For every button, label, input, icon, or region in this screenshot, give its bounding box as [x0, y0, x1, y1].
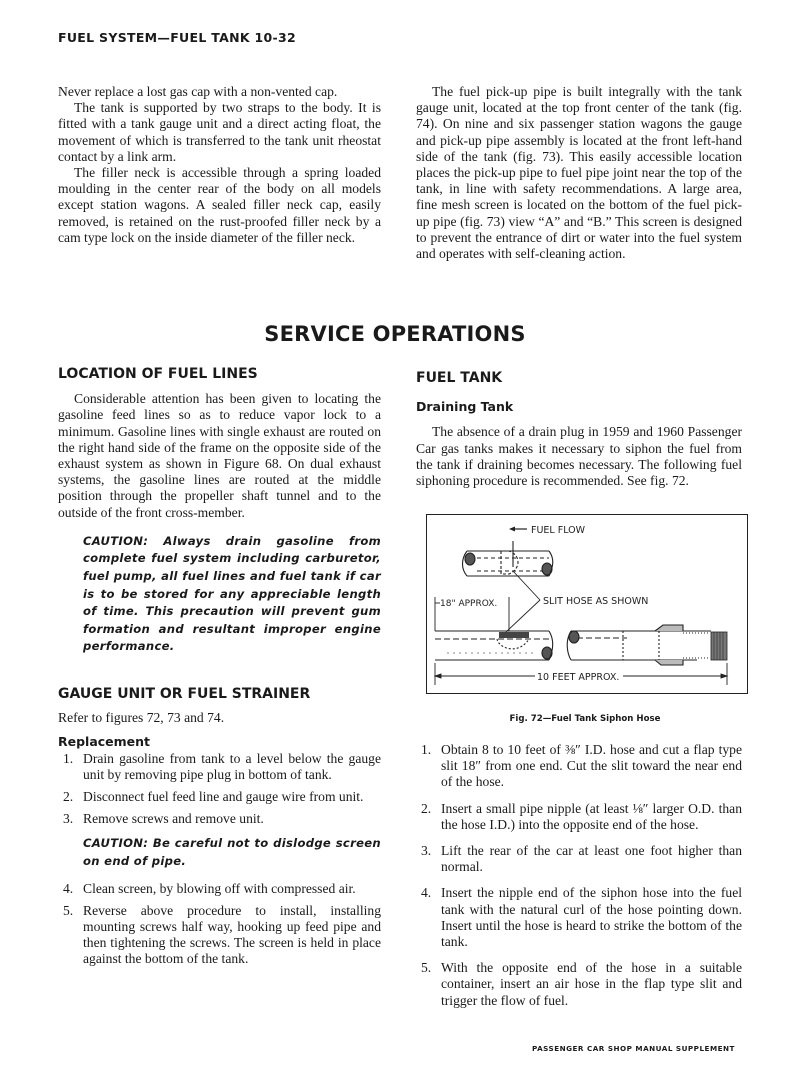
upper-hose-segment — [463, 541, 553, 576]
step-item — [416, 843, 742, 875]
body-paragraph: The absence of a drain plug in 1959 and 1960 Passenger Car gas tanks makes it necessary to siphon the fuel from the tank if draining becomes necessary. The following fuel siphoning procedure is recommended. See fig. 72. — [416, 424, 742, 489]
step-item — [416, 885, 742, 950]
intro-paragraph: The tank is supported by two straps to the body. It is fitted with a tank gauge unit and a direct acting float, the movement of which is transferred to the tank unit rheostat contact by a link arm. — [58, 100, 381, 164]
subsection-heading: Replacement — [58, 734, 151, 750]
step-number: 1. — [63, 750, 74, 766]
step-item — [58, 903, 381, 968]
figure-caption: Fig. 72—Fuel Tank Siphon Hose — [509, 714, 661, 724]
step-item — [416, 801, 742, 833]
fuel-flow-label: FUEL FLOW — [531, 525, 586, 536]
caution-text: Always drain gasoline from complete fuel system including carburetor, fuel pump, all fuel lines and fuel tank if car is to be stored for any appreciable length of time. This precaution will prevent gum formation and resultant improper engine performance. — [83, 533, 382, 654]
step-text: Obtain 8 to 10 feet of ⅜″ I.D. hose and cut a flap type slit 18″ from one end. Cut the slit toward the near end of the hose. — [441, 742, 742, 790]
step-number: 3. — [63, 811, 74, 827]
caution-text: Be careful not to dislodge screen on end of pipe. — [83, 836, 381, 869]
section-heading: FUEL TANK — [416, 370, 503, 386]
step-number: 3. — [421, 843, 432, 859]
step-text: Drain gasoline from tank to a level below the gauge unit by removing pipe plug in bottom of tank. — [83, 750, 381, 782]
step-text: Insert the nipple end of the siphon hose into the fuel tank with the natural curl of the hose pointing down. Insert until the hose is heard to strike the bottom of the tank. — [441, 885, 742, 950]
fuel-flow-arrow-icon — [509, 527, 527, 532]
refer-text: Refer to figures 72, 73 and 74. — [58, 710, 225, 726]
step-text: With the opposite end of the hose in a suitable container, insert an air hose in the flap type slit and trigger the flow of fuel. — [441, 960, 742, 1008]
intro-right-column — [416, 84, 742, 262]
step-number: 2. — [421, 800, 432, 816]
step-number: 5. — [63, 902, 74, 918]
intro-left-column — [58, 84, 381, 246]
step-text: Clean screen, by blowing off with compressed air. — [83, 880, 356, 896]
lower-left-hose-segment — [435, 631, 553, 660]
step-text: Remove screws and remove unit. — [83, 811, 264, 827]
location-fuel-lines-section — [58, 366, 381, 656]
gauge-unit-section — [58, 686, 381, 968]
caution-note — [58, 533, 381, 656]
slit-hose-label: SLIT HOSE AS SHOWN — [543, 596, 649, 607]
replacement-steps-continued — [58, 881, 381, 968]
step-number: 4. — [421, 885, 432, 901]
pipe-nipple-thread-icon — [711, 632, 727, 660]
lower-right-hose-segment — [567, 625, 711, 665]
step-number: 2. — [63, 789, 74, 805]
section-heading: LOCATION OF FUEL LINES — [58, 366, 258, 382]
siphon-steps-section — [416, 742, 742, 1009]
slit-leader-lines — [506, 571, 540, 632]
section-title: SERVICE OPERATIONS — [264, 322, 526, 346]
approx-10ft-label: 10 FEET APPROX. — [537, 672, 620, 683]
step-text: Reverse above procedure to install, installing mounting screws half way, hooking up feed pipe and then tightening the screws. The screen is held in place against the bottom of the tank. — [83, 902, 381, 967]
step-number: 4. — [63, 880, 74, 896]
step-text: Lift the rear of the car at least one foot higher than normal. — [441, 843, 742, 875]
replacement-steps — [58, 751, 381, 828]
siphon-hose-diagram — [427, 515, 747, 693]
caution-note — [58, 835, 381, 870]
step-item — [58, 881, 381, 897]
subsection-heading: Draining Tank — [416, 399, 514, 415]
section-heading: GAUGE UNIT OR FUEL STRAINER — [58, 686, 311, 702]
intro-paragraph: Never replace a lost gas cap with a non-vented cap. — [58, 84, 338, 99]
step-item — [58, 789, 381, 805]
intro-paragraph: The filler neck is accessible through a spring loaded moulding in the center rear of the body on all models except station wagons. A sealed filler neck cap, easily removed, is retained on the rust-proofed filler neck by a cam type lock on the inside diameter of the filler neck. — [58, 165, 381, 245]
approx-18-label: 18" APPROX. — [440, 599, 498, 609]
step-item — [58, 751, 381, 783]
step-number: 5. — [421, 960, 432, 976]
page-footer: PASSENGER CAR SHOP MANUAL SUPPLEMENT — [532, 1044, 735, 1053]
step-item — [58, 811, 381, 827]
siphon-steps — [416, 742, 742, 1009]
step-text: Insert a small pipe nipple (at least ⅛″ larger O.D. than the hose I.D.) into the opposite end of the hose. — [441, 800, 742, 832]
step-number: 1. — [421, 742, 432, 757]
step-text: Disconnect fuel feed line and gauge wire from unit. — [83, 789, 364, 805]
body-paragraph: Considerable attention has been given to locating the gasoline feed lines so as to reduce vapor lock to a minimum. Gasoline lines with single exhaust are routed on the right hand side of the frame on the opposite side of the exhaust system as shown in Figure 68. On dual exhaust systems, the gasoline lines are routed at the middle position through the propeller shaft tunnel and to the outside of the front cross-member. — [58, 391, 381, 520]
fuel-tank-section — [416, 370, 742, 489]
caution-label: CAUTION: — [83, 836, 149, 851]
figure-72-siphon-hose — [426, 514, 748, 694]
caution-label: CAUTION: — [83, 533, 149, 548]
running-head: FUEL SYSTEM—FUEL TANK 10-32 — [58, 30, 296, 45]
step-item — [416, 960, 742, 1009]
intro-paragraph: The fuel pick-up pipe is built integrally with the tank gauge unit, located at the top front center of the tank (fig. 74). On nine and six passenger station wagons the gauge and pick-up pipe assembly is located at the front left-hand side of the tank (fig. 73). This easily accessible location places the pick-up pipe to fuel pipe joint near the top of the tank, in line with safety recommendations. A large area, fine mesh screen is located on the bottom of the fuel pick-up pipe (fig. 73) view “A” and “B.” This screen is designed to prevent the entrance of dirt or water into the fuel system and operates with self-cleaning action. — [416, 84, 742, 262]
step-item — [416, 742, 742, 791]
